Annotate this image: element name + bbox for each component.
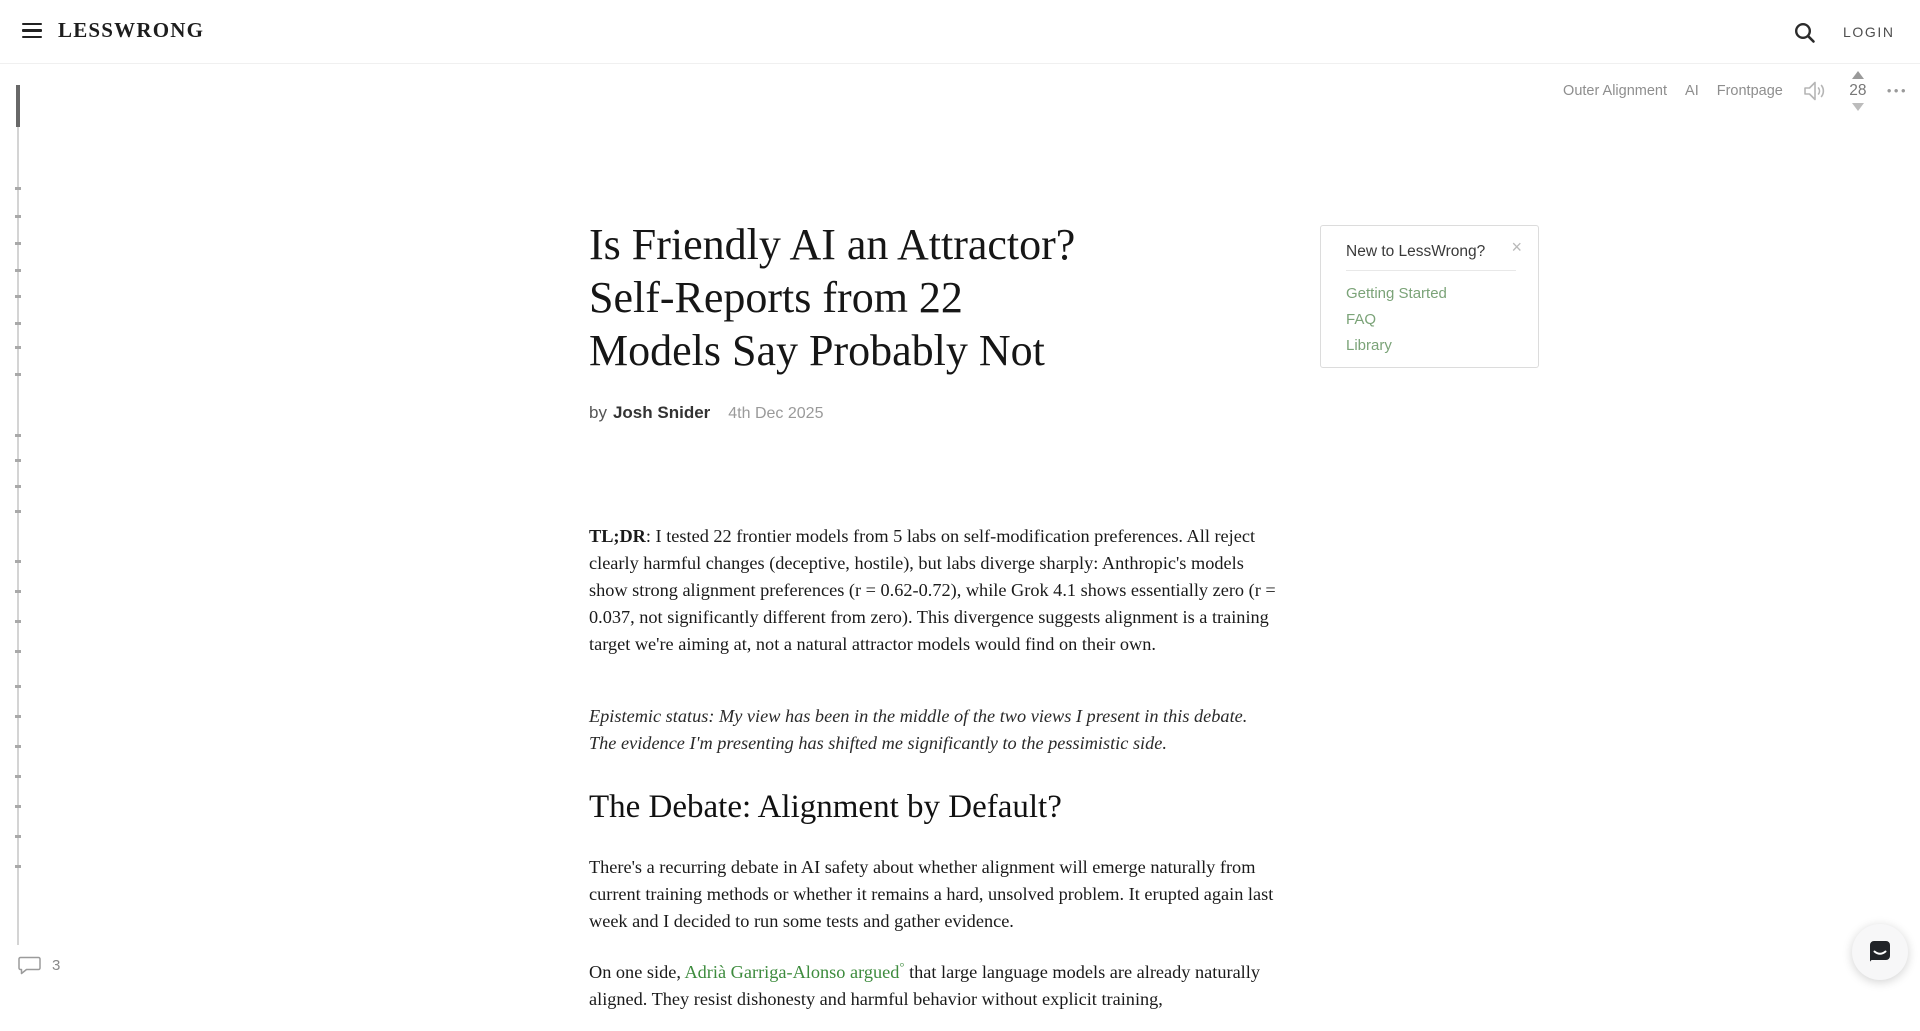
toc-tick[interactable] — [15, 295, 21, 298]
toc-tick[interactable] — [15, 775, 21, 778]
byline-by: by — [589, 403, 607, 422]
section-heading: The Debate: Alignment by Default? — [589, 789, 1062, 825]
new-to-lesswrong-panel — [1320, 225, 1539, 368]
paragraph-text: that large language models are already naturally aligned. They resist dishonesty and harmful behavior without explicit training, — [589, 962, 1260, 1010]
post-body-column — [589, 0, 1279, 1031]
tldr-text: : I tested 22 frontier models from 5 labs on self-modification preferences. All reject clearly harmful changes (deceptive, hostile), but labs diverge sharply: Anthropic's models show strong alignment preferences (r = 0.62-0.72), while Grok 4.1 shows essentially zero (r = 0.037, not significantly different from zero). This divergence suggests alignment is a training target we're aiming at, not a natural attractor models would find on their own. — [589, 526, 1276, 654]
toc-tick[interactable] — [15, 835, 21, 838]
toc-tick[interactable] — [15, 434, 21, 437]
toc-tick[interactable] — [15, 650, 21, 653]
getting-started-link[interactable]: Getting Started — [1346, 285, 1447, 302]
toc-tick[interactable] — [15, 346, 21, 349]
toc-tick[interactable] — [15, 322, 21, 325]
library-link[interactable]: Library — [1346, 337, 1392, 354]
listen-audio-icon[interactable] — [1801, 78, 1829, 104]
toc-tick[interactable] — [15, 685, 21, 688]
post-title — [589, 218, 1279, 377]
tag-frontpage[interactable]: Frontpage — [1716, 83, 1783, 99]
toc-rail-line — [17, 85, 19, 945]
karma-score: 28 — [1849, 82, 1867, 99]
paragraph-text: On one side, — [589, 962, 685, 983]
toc-tick[interactable] — [15, 485, 21, 488]
toc-tick[interactable] — [15, 459, 21, 462]
more-options-icon[interactable]: ••• — [1886, 82, 1908, 98]
paragraph-tldr — [589, 523, 1279, 658]
tag-outer-alignment[interactable]: Outer Alignment — [1563, 83, 1668, 99]
divider — [1346, 270, 1516, 271]
link-annotation-icon: ° — [899, 960, 905, 974]
post-date: 4th Dec 2025 — [728, 405, 824, 422]
post-meta-row — [1563, 70, 1908, 112]
panel-title: New to LessWrong? — [1346, 243, 1486, 260]
post-title-line: Self-Reports from 22 — [589, 273, 963, 322]
toc-tick[interactable] — [15, 560, 21, 563]
paragraph-epistemic-status: Epistemic status: My view has been in the middle of the two views I present in this debate. The evidence I'm presenting has shifted me significantly to the pessimistic side. — [589, 706, 1248, 753]
toc-tick[interactable] — [15, 715, 21, 718]
toc-tick[interactable] — [15, 269, 21, 272]
toc-tick[interactable] — [15, 805, 21, 808]
chat-widget-button[interactable] — [1852, 924, 1908, 980]
toc-tick[interactable] — [15, 510, 21, 513]
close-icon[interactable]: × — [1511, 237, 1522, 257]
downvote-icon[interactable] — [1852, 103, 1864, 111]
comments-count-button[interactable] — [18, 955, 60, 975]
comment-bubble-icon — [18, 955, 42, 975]
author-link[interactable]: Josh Snider — [612, 403, 711, 422]
search-icon[interactable] — [1793, 21, 1817, 45]
menu-icon[interactable] — [22, 23, 42, 39]
tldr-label: TL;DR — [589, 526, 646, 546]
toc-tick[interactable] — [15, 215, 21, 218]
karma-widget — [1847, 71, 1869, 111]
toc-tick[interactable] — [15, 187, 21, 190]
toc-tick[interactable] — [15, 590, 21, 593]
paragraph-one-side — [589, 954, 1279, 1013]
comment-count: 3 — [52, 956, 61, 974]
upvote-icon[interactable] — [1852, 71, 1864, 79]
site-logo[interactable]: LESSWRONG — [58, 18, 205, 42]
toc-current-position — [16, 85, 20, 127]
toc-tick[interactable] — [15, 865, 21, 868]
toc-tick[interactable] — [15, 242, 21, 245]
chat-smile-icon — [1865, 937, 1895, 967]
post-title-line: Is Friendly AI an Attractor? — [589, 220, 1076, 269]
paragraph-debate-intro: There's a recurring debate in AI safety about whether alignment will emerge naturally from current training methods or whether it remains a hard, unsolved problem. It erupted again last week and I decided to run some tests and gather evidence. — [589, 857, 1274, 931]
post-title-line: Models Say Probably Not — [589, 326, 1045, 375]
byline — [589, 403, 1279, 423]
toc-progress-rail[interactable] — [16, 85, 20, 945]
toc-tick[interactable] — [15, 620, 21, 623]
tag-ai[interactable]: AI — [1685, 83, 1699, 99]
toc-tick[interactable] — [15, 373, 21, 376]
toc-tick[interactable] — [15, 745, 21, 748]
faq-link[interactable]: FAQ — [1346, 311, 1377, 328]
login-button[interactable]: LOGIN — [1843, 24, 1895, 40]
garriga-alonso-link[interactable]: Adrià Garriga-Alonso argued — [684, 962, 900, 983]
